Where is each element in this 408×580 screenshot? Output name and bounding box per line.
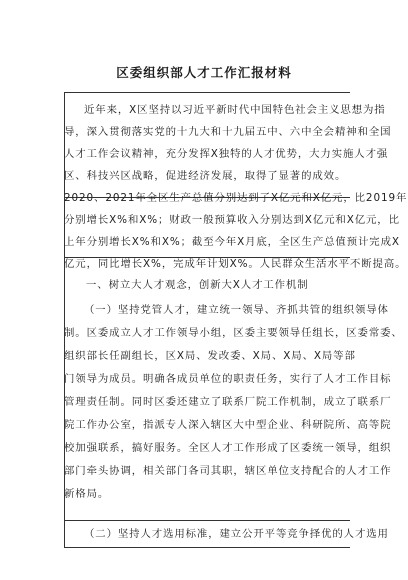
item1-line-7: 校加强联系，搞好服务。全区人才工作形成了区委统一领导，组织 bbox=[64, 442, 392, 454]
stats-line-2: 分别增长X%和X%；财政一般预算收入分别达到X亿元和X亿元，比 bbox=[64, 214, 400, 226]
intro-line-3: 人才工作会议精神，充分发挥X独特的人才优势，大力实施人才强 bbox=[64, 148, 389, 160]
item1-line-9: 新格局。 bbox=[64, 488, 110, 500]
item1-line-2: 制。区委成立人才工作领导小组，区委主要领导任组长，区委常委、 bbox=[64, 327, 403, 339]
stats-line-4: 亿元，同比增长X%，完成年计划X%。人民群众生活水平不断提高。 bbox=[64, 258, 407, 270]
top-rule bbox=[64, 92, 350, 93]
item1-line-5: 管理责任制。同时区委还建立了联系厂院工作机制，成立了联系厂 bbox=[64, 396, 392, 408]
item2-line-1: （二）坚持人才选用标准，建立公开平等竞争择优的人才选用 bbox=[84, 528, 389, 540]
item1-line-4: 门领导为成员。明确各成员单位的职责任务，实行了人才工作目标 bbox=[64, 373, 392, 385]
item1-line-6: 院工作办公室，指派专人深入辖区大中型企业、科研院所、高等院 bbox=[64, 419, 392, 431]
item1-line-3: 组织部长任副组长，区X局、发改委、X局、X局、X局等部 bbox=[64, 350, 356, 362]
stats-line-1: 2020、2021年全区生产总值分别达到了X亿元和X亿元，比2019年 bbox=[64, 192, 408, 204]
item1-line-8: 部门牵头协调，相关部门各司其职，辖区单位支持配合的人才工作 bbox=[64, 465, 392, 477]
bottom-rule bbox=[64, 547, 350, 548]
mid-rule-item1 bbox=[64, 520, 350, 521]
intro-line-2: 导，深入贯彻落实党的十九大和十九届五中、六中全会精神和全国 bbox=[64, 126, 392, 138]
section-1-heading: 一、树立大人才观念，创新大X人才工作机制 bbox=[86, 279, 309, 291]
stats-line-3: 上年分别增长X%和X%；截至今年X月底，全区生产总值预计完成X bbox=[64, 236, 400, 248]
item1-line-1: （一）坚持党管人才，建立统一领导、齐抓共管的组织领导体 bbox=[84, 304, 389, 316]
intro-line-4: 区、科技兴区战略，促进经济发展，取得了显著的成效。 bbox=[64, 170, 347, 182]
intro-line-1: 近年来，X区坚持以习近平新时代中国特色社会主义思想为指 bbox=[84, 104, 386, 116]
document-title: 区委组织部人才工作汇报材料 bbox=[116, 65, 292, 80]
